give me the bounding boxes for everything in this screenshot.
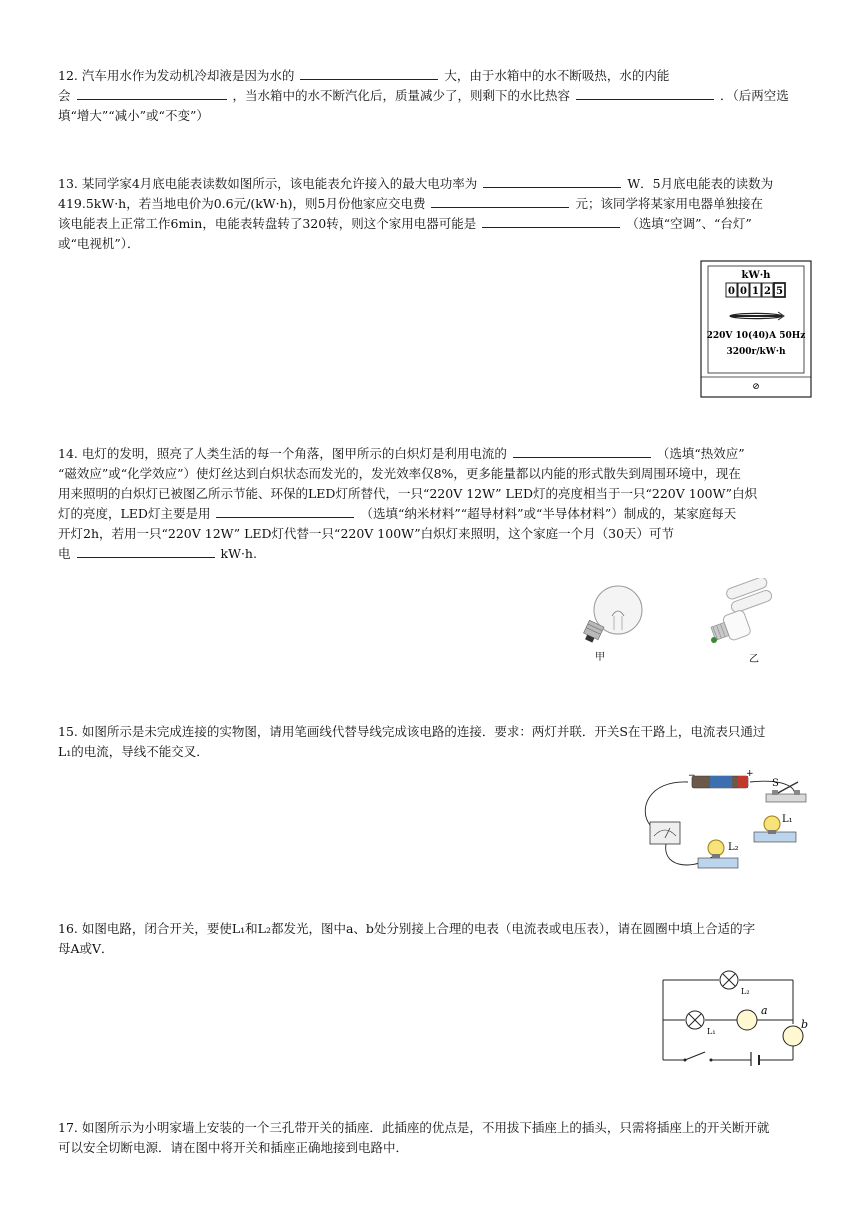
lamp-l1-label: L₁ (782, 814, 793, 825)
q12-text-1b: 大，由于水箱中的水不断吸热，水的内能 (444, 68, 670, 83)
battery-plus: + (746, 770, 754, 779)
label-yi: 乙 (749, 654, 759, 665)
meter-a-circle[interactable] (737, 1010, 757, 1030)
meter-digit: 2 (764, 286, 771, 297)
label-jia: 甲 (595, 652, 605, 663)
q14-blank-1[interactable] (513, 445, 651, 458)
q12-text-2b: ，当水箱中的水不断汽化后，质量减少了，则剩下的水比热容 (232, 88, 571, 103)
circuit-diagram-figure (655, 964, 815, 1066)
q14-text-6a: 电 (58, 546, 71, 561)
q14-text-1a: 14. 电灯的发明，照亮了人类生活的每一个角落，图甲所示的白炽灯是利用电流的 (58, 446, 507, 461)
q14-blank-3[interactable] (77, 545, 215, 558)
energy-meter-figure (700, 260, 812, 398)
q12-text-2a: 会 (58, 88, 71, 103)
question-16 (58, 919, 810, 959)
meter-unit: kW·h (741, 270, 771, 281)
physical-circuit-figure (638, 770, 813, 878)
q13-blank-1[interactable] (483, 175, 621, 188)
battery-icon (688, 770, 754, 788)
q14-text-3: 用来照明的白炽灯已被图乙所示节能、环保的LED灯所替代，一只“220V 12W” LED灯的亮度相当于一只“220V 100W”白炽 (58, 486, 758, 501)
q12-blank-2[interactable] (77, 87, 227, 100)
switch-label: S (772, 778, 779, 789)
meter-digit: 1 (752, 286, 759, 297)
meter-b-circle[interactable] (783, 1026, 803, 1046)
q15-text-1: 15. 如图所示是未完成连接的实物图，请用笔画线代替导线完成该电路的连接．要求：两灯并联．开关S在干路上，电流表只通过 (58, 724, 766, 739)
meter-digits (726, 283, 785, 297)
lamp-l1-icon (754, 814, 796, 842)
lamp-l1-symbol (686, 1011, 704, 1029)
q16-text-1: 16. 如图电路，闭合开关，要使L₁和L₂都发光，图中a、b处分别接上合理的电表（电流表或电压表），请在圆圈中填上合适的字 (58, 921, 756, 936)
incandescent-bulb-icon (581, 586, 642, 644)
q12-blank-3[interactable] (576, 87, 714, 100)
question-12 (58, 66, 810, 126)
lamp-l2-label: L₂ (728, 842, 739, 853)
q13-text-4: 或“电视机”）． (58, 236, 140, 251)
meter-b-label: b (801, 1018, 809, 1031)
q13-text-3a: 该电能表上正常工作6min，电能表转盘转了320转，则这个家用电器可能是 (58, 216, 477, 231)
q13-text-3b: （选填“空调”、“台灯” (626, 216, 752, 231)
q13-blank-2[interactable] (431, 195, 569, 208)
meter-knob-icon: ⊘ (752, 382, 760, 392)
lamp-l2-label: L₂ (741, 987, 750, 996)
meter-digit-decimal: 5 (776, 286, 783, 297)
q12-text-3: 填“增大”“减小”或“不变”） (58, 108, 209, 123)
question-17 (58, 1118, 810, 1158)
q16-text-2: 母A或V． (58, 941, 114, 956)
q13-blank-3[interactable] (482, 215, 620, 228)
q13-text-2b: 元；该同学将某家用电器单独接在 (575, 196, 763, 211)
q12-text-1a: 12. 汽车用水作为发动机冷却液是因为水的 (58, 68, 295, 83)
meter-digit: 0 (740, 286, 747, 297)
meter-rating: 220V 10(40)A 50Hz (706, 331, 806, 341)
lamp-l2-icon (698, 840, 739, 868)
q13-text-1b: W．5月底电能表的读数为 (627, 176, 774, 191)
question-13 (58, 174, 810, 254)
ammeter-icon (650, 822, 680, 844)
q13-text-2a: 419.5kW·h，若当地电价为0.6元/(kW·h)，则5月份他家应交电费 (58, 196, 426, 211)
q17-text-1: 17. 如图所示为小明家墙上安装的一个三孔带开关的插座．此插座的优点是，不用拔下插座上的插头，只需将插座上的开关断开就 (58, 1120, 770, 1135)
q14-text-5: 开灯2h，若用一只“220V 12W” LED灯代替一只“220V 100W”白炽灯来照明，这个家庭一个月（30天）可节 (58, 526, 675, 541)
lamp-l2-symbol (720, 971, 738, 989)
q14-text-2: “磁效应”或“化学效应”）使灯丝达到白炽状态而发光的，发光效率仅8%，更多能量都以内能的形式散失到周围环境中，现在 (58, 466, 741, 481)
q14-text-4a: 灯的亮度，LED灯主要是用 (58, 506, 211, 521)
question-14 (58, 444, 810, 564)
q14-blank-2[interactable] (216, 505, 354, 518)
battery-minus: − (688, 771, 696, 781)
question-15 (58, 722, 810, 762)
switch-icon (766, 778, 806, 802)
q14-text-4b: （选填“纳米材料”“超导材料”或“半导体材料”）制成的，某家庭每天 (360, 506, 737, 521)
meter-digit: 0 (728, 286, 735, 297)
q14-text-1b: （选填“热效应” (656, 446, 745, 461)
lamp-l1-label: L₁ (707, 1027, 716, 1036)
bulbs-figure (548, 578, 818, 668)
q12-blank-1[interactable] (300, 67, 438, 80)
meter-constant: 3200r/kW·h (726, 347, 786, 357)
battery-symbol (751, 1052, 759, 1066)
energy-saving-bulb-icon (701, 578, 782, 646)
q15-text-2: L₁的电流，导线不能交叉． (58, 744, 209, 759)
q17-text-2: 可以安全切断电源．请在图中将开关和插座正确地接到电路中． (58, 1140, 409, 1155)
q12-text-2c: ．（后两空选 (720, 88, 789, 103)
q14-text-6b: kW·h. (220, 546, 257, 561)
meter-a-label: a (761, 1004, 768, 1017)
q13-text-1a: 13. 某同学家4月底电能表读数如图所示，该电能表允许接入的最大电功率为 (58, 176, 478, 191)
